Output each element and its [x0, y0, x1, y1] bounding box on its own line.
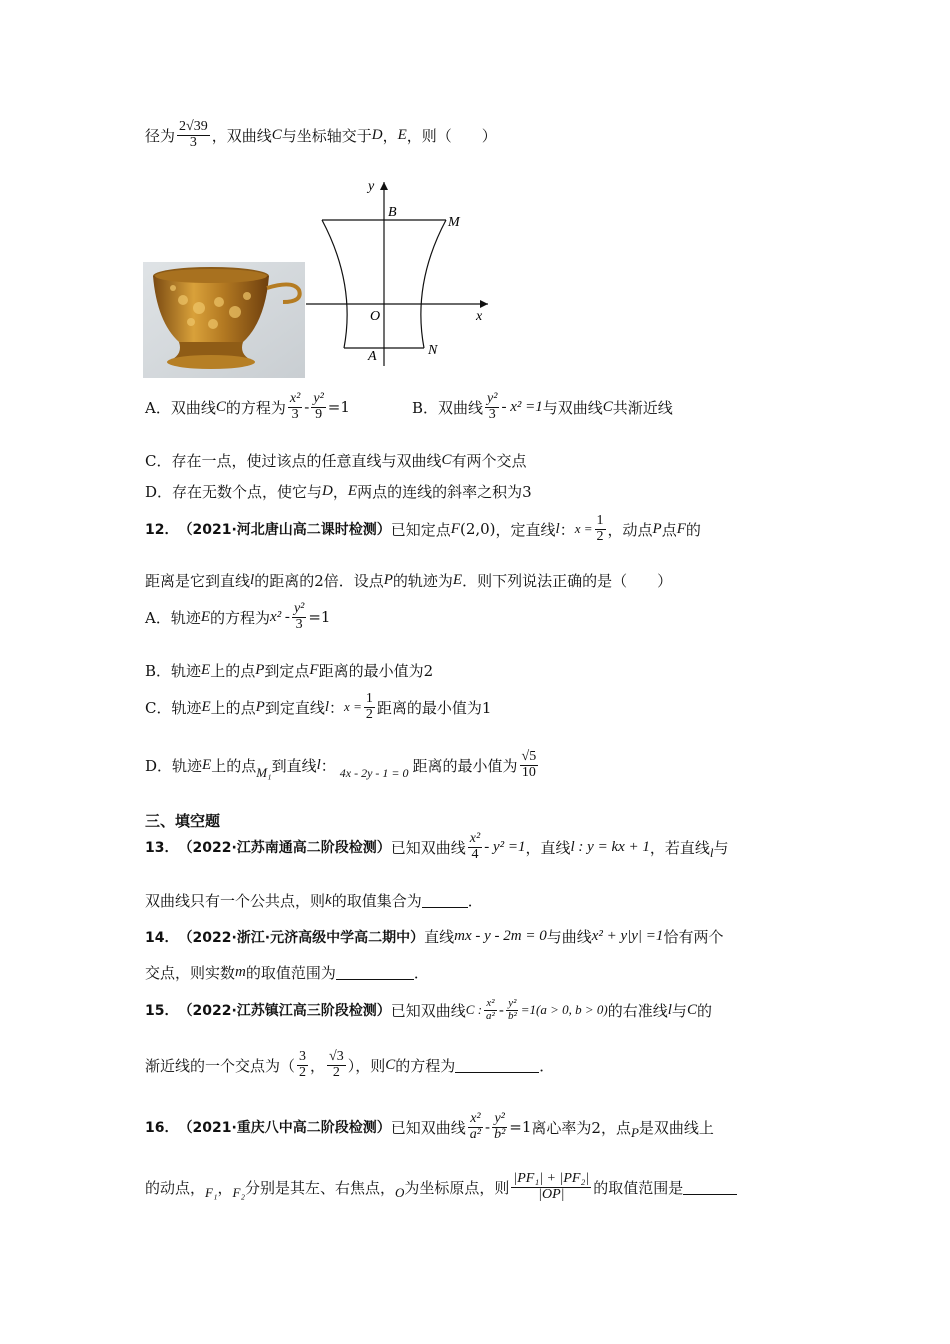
- q14-answer-blank[interactable]: [336, 965, 414, 980]
- label-x: x: [476, 309, 483, 324]
- q12-stem-line-1: 12． （2021·河北唐山高二课时检测） 已知定点 F (2,0) ，定直线 l ： x = $\frac{1}{2}$ ，动点 P 点 F 的: [145, 513, 701, 544]
- q13-answer-blank[interactable]: [422, 893, 468, 908]
- label-o: O: [370, 309, 381, 324]
- q13-stem-line-1: 13． （2022·江苏南通高二阶段检测） 已知双曲线 $\frac{\text{x²}}{4}$ - y² =1 ，直线 l : y = kx + 1 ，若直线 l 与: [145, 831, 729, 862]
- q11-option-a: A．双曲线 C 的方程为 $\frac{\text{x²}}{3}$ - $\frac{\text{y²}}{9}$ =1: [145, 391, 350, 422]
- label-n: N: [428, 343, 438, 358]
- q16-stem-line-2: 的动点， F₁ ， F₂ 分别是其左、右焦点， O 为坐标原点，则 $\frac{\text{|PF₁| + |PF₂|}}{|OP|}$ 的取值范围是: [145, 1172, 737, 1202]
- q15-stem-line-2: 渐近线的一个交点为（ $\frac{3}{2}$ ， $\frac{√3}{2}$ ），则 C 的方程为 ．: [145, 1049, 555, 1080]
- label-m: M: [448, 215, 460, 230]
- q14-stem-line-1: 14． （2022·浙江·元济高级中学高二期中） 直线 mx - y - 2m = 0 与曲线 x² + y|y| =1 恰有两个: [145, 928, 724, 946]
- q12-stem-line-2: 距离是它到直线 l 的距离的2倍．设点 P 的轨迹为 E ．则下列说法正确的是（ ）: [145, 572, 673, 590]
- q12-option-b: B．轨迹 E 上的点 P 到定点 F 距离的最小值为2: [145, 662, 434, 680]
- label-a: A: [368, 349, 377, 364]
- label-b: B: [388, 205, 397, 220]
- q12-option-d: D．轨迹 E 上的点 M₁ 到直线 l ： 4x - 2y - 1 = 0 距离的最小值为 $\frac{√5}{10}$: [145, 749, 537, 781]
- golden-cup-photo: [143, 262, 305, 378]
- hyperbola-diagram: [300, 178, 500, 368]
- radius-fraction: $\frac{2√39}{3}$: [179, 119, 208, 150]
- intro-text-1: 径为: [145, 126, 176, 145]
- q15-answer-blank[interactable]: [455, 1058, 539, 1073]
- q15-stem-line-1: 15． （2022·江苏镇江高三阶段检测） 已知双曲线 C : $\frac{\text{x²}}{\text{a²}}$ - $\frac{\text{y²}}{\text{b²}}$ =1(a > 0, b > 0) 的右准线 l 与 C 的: [145, 997, 712, 1022]
- q11-option-b: B．双曲线 $\frac{\text{y²}}{3}$ - x² =1 与双曲线 C 共渐近线: [412, 391, 673, 422]
- intro-line: 径为 $\frac{2√39}{3}$ ，双曲线 C 与坐标轴交于 D ， E ，则（ ）: [145, 119, 497, 150]
- q13-stem-line-2: 双曲线只有一个公共点，则 k 的取值集合为 ．: [145, 892, 483, 910]
- label-y: y: [368, 179, 375, 194]
- q12-option-a: A．轨迹 E 的方程为 x² - $\frac{\text{y²}}{3}$ =1: [145, 601, 331, 632]
- q11-option-c: C．存在一点，使过该点的任意直线与双曲线 C 有两个交点: [145, 452, 527, 470]
- q16-answer-blank[interactable]: [683, 1180, 737, 1195]
- q16-stem-line-1: 16． （2021·重庆八中高二阶段检测） 已知双曲线 $\frac{\text{x²}}{\text{a²}}$ - $\frac{\text{y²}}{\text{b²}}$ =1 离心率为2，点 P 是双曲线上: [145, 1111, 714, 1142]
- q11-option-d: D．存在无数个点，使它与 D ， E 两点的连线的斜率之积为3: [145, 483, 532, 501]
- q14-stem-line-2: 交点，则实数 m 的取值范围为 ．: [145, 964, 429, 982]
- q12-option-c: C．轨迹 E 上的点 P 到定直线 l ： x = $\frac{1}{2}$ 距离的最小值为1: [145, 691, 492, 722]
- section-heading: 三、填空题: [145, 812, 221, 830]
